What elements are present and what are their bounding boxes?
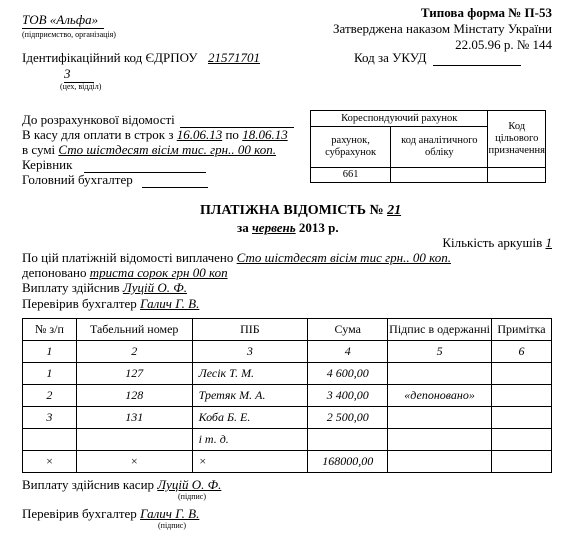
corr-col2: код аналітичного обліку <box>391 127 488 168</box>
sheets-label: Кількість аркушів <box>442 235 543 250</box>
table-cell <box>388 407 492 429</box>
checked-prefix: Перевірив бухгалтер <box>22 296 137 311</box>
checked-line <box>22 296 199 312</box>
ukud-line <box>433 65 521 66</box>
edrpou-value: 21571701 <box>208 50 260 65</box>
deposited-prefix: депоновано <box>22 265 87 280</box>
table-cell: «депоновано» <box>388 385 492 407</box>
sheets-count <box>442 235 552 251</box>
accountant-caption: (підпис) <box>158 521 187 530</box>
table-cell <box>492 385 552 407</box>
payout-prefix: Виплату здійснив <box>22 280 120 295</box>
table-row <box>23 451 552 473</box>
cashier-name: Луцій О. Ф. <box>157 477 222 492</box>
table-row <box>23 385 552 407</box>
table-cell <box>388 363 492 385</box>
accountant-line <box>22 506 199 522</box>
period-for: за <box>237 220 249 235</box>
table-cell: Підпис в одержанні <box>388 319 492 341</box>
table-cell: 3 <box>23 407 77 429</box>
approved-line2: 22.05.96 р. № 144 <box>455 37 552 52</box>
table-cell: × <box>23 451 77 473</box>
correspondence-table <box>310 110 546 183</box>
cash-line <box>22 127 288 143</box>
table-cell: 3 400,00 <box>308 385 388 407</box>
table-cell: × <box>76 451 192 473</box>
to-statement: До розрахункової відомості <box>22 112 175 127</box>
table-cell <box>388 429 492 451</box>
paid-amount: Сто шістдесят вісім тис грн.. 00 коп. <box>236 250 451 265</box>
table-cell <box>76 429 192 451</box>
table-row <box>23 363 552 385</box>
table-row <box>23 407 552 429</box>
table-header-row <box>23 319 552 341</box>
accountant-name: Галич Г. В. <box>140 506 200 521</box>
sum-words: Сто шістдесят вісім тис. грн.. 00 коп. <box>58 142 276 157</box>
table-cell: Коба Б. Е. <box>192 407 308 429</box>
chief-accountant-label: Головний бухгалтер <box>22 172 133 187</box>
table-cell: × <box>192 451 308 473</box>
sheets-value: 1 <box>545 235 552 250</box>
org-caption: (підприємство, організація) <box>22 30 116 39</box>
period-month: червень <box>251 220 296 235</box>
chief-accountant-line <box>142 187 208 188</box>
corr-col3: Код цільового призначення <box>488 111 546 168</box>
table-cell: 6 <box>492 341 552 363</box>
org-name: ТОВ «Альфа» <box>22 12 104 29</box>
table-cell: 4 <box>308 341 388 363</box>
table-cell: Примітка <box>492 319 552 341</box>
table-cell: 128 <box>76 385 192 407</box>
approved-line1: Затверджена наказом Мінстату України <box>333 21 552 36</box>
sum-prefix: в сумі <box>22 142 56 157</box>
date-from: 16.06.13 <box>176 127 223 142</box>
paid-prefix: По цій платіжній відомості виплачено <box>22 250 234 265</box>
ukud-label: Код за УКУД <box>354 50 427 65</box>
accountant-prefix: Перевірив бухгалтер <box>22 506 137 521</box>
deposited-amount: триста сорок грн 00 коп <box>89 265 228 280</box>
table-cell <box>23 429 77 451</box>
table-cell <box>492 429 552 451</box>
dept-caption: (цех, відділ) <box>60 82 102 91</box>
table-cell <box>492 451 552 473</box>
title-main: ПЛАТІЖНА ВІДОМІСТЬ № <box>200 203 384 218</box>
table-row <box>23 429 552 451</box>
table-cell: 1 <box>23 363 77 385</box>
table-cell: 168000,00 <box>308 451 388 473</box>
table-cell: ПІБ <box>192 319 308 341</box>
form-title: Типова форма № П-53 <box>420 5 552 20</box>
corr-header: Кореспондуючий рахунок <box>311 111 488 127</box>
cash-prefix: В касу для оплати в строк з <box>22 127 174 142</box>
corr-val1: 661 <box>311 168 391 183</box>
table-cell: № з/п <box>23 319 77 341</box>
title-number: 21 <box>387 203 402 218</box>
manager-label: Керівник <box>22 157 73 172</box>
table-cell <box>492 407 552 429</box>
table-cell: 2 <box>76 341 192 363</box>
table-cell: Табельний номер <box>76 319 192 341</box>
edrpou-label: Ідентифікаційний код ЄДРПОУ <box>22 50 198 65</box>
payout-line <box>22 280 187 296</box>
corr-val3 <box>488 168 546 183</box>
cashier-prefix: Виплату здійснив касир <box>22 477 155 492</box>
payment-table <box>22 318 552 473</box>
table-cell: 131 <box>76 407 192 429</box>
table-cell: 1 <box>23 341 77 363</box>
statement-title <box>200 203 401 219</box>
cashier-line <box>22 477 221 493</box>
table-cell: 2 <box>23 385 77 407</box>
table-cell <box>308 429 388 451</box>
table-cell <box>388 451 492 473</box>
corr-col1: рахунок, субрахунок <box>311 127 391 168</box>
deposited-line <box>22 265 228 281</box>
sum-line <box>22 142 276 158</box>
date-to: 18.06.13 <box>242 127 288 142</box>
statement-period <box>237 220 339 236</box>
payout-name: Луцій О. Ф. <box>122 280 187 295</box>
table-number-row <box>23 341 552 363</box>
table-cell: Сума <box>308 319 388 341</box>
table-cell: Лесік Т. М. <box>192 363 308 385</box>
date-to-word: по <box>225 127 239 142</box>
table-cell <box>492 363 552 385</box>
dept-value: 3 <box>64 66 94 83</box>
table-cell: 4 600,00 <box>308 363 388 385</box>
cashier-caption: (підпис) <box>178 492 207 501</box>
corr-val2 <box>391 168 488 183</box>
period-year: 2013 р. <box>298 220 339 235</box>
checked-name: Галич Г. В. <box>140 296 200 311</box>
paid-line <box>22 250 451 266</box>
table-cell: 2 500,00 <box>308 407 388 429</box>
table-cell: і т. д. <box>192 429 308 451</box>
table-cell: 3 <box>192 341 308 363</box>
table-cell: Третяк М. А. <box>192 385 308 407</box>
table-cell: 127 <box>76 363 192 385</box>
table-cell: 5 <box>388 341 492 363</box>
